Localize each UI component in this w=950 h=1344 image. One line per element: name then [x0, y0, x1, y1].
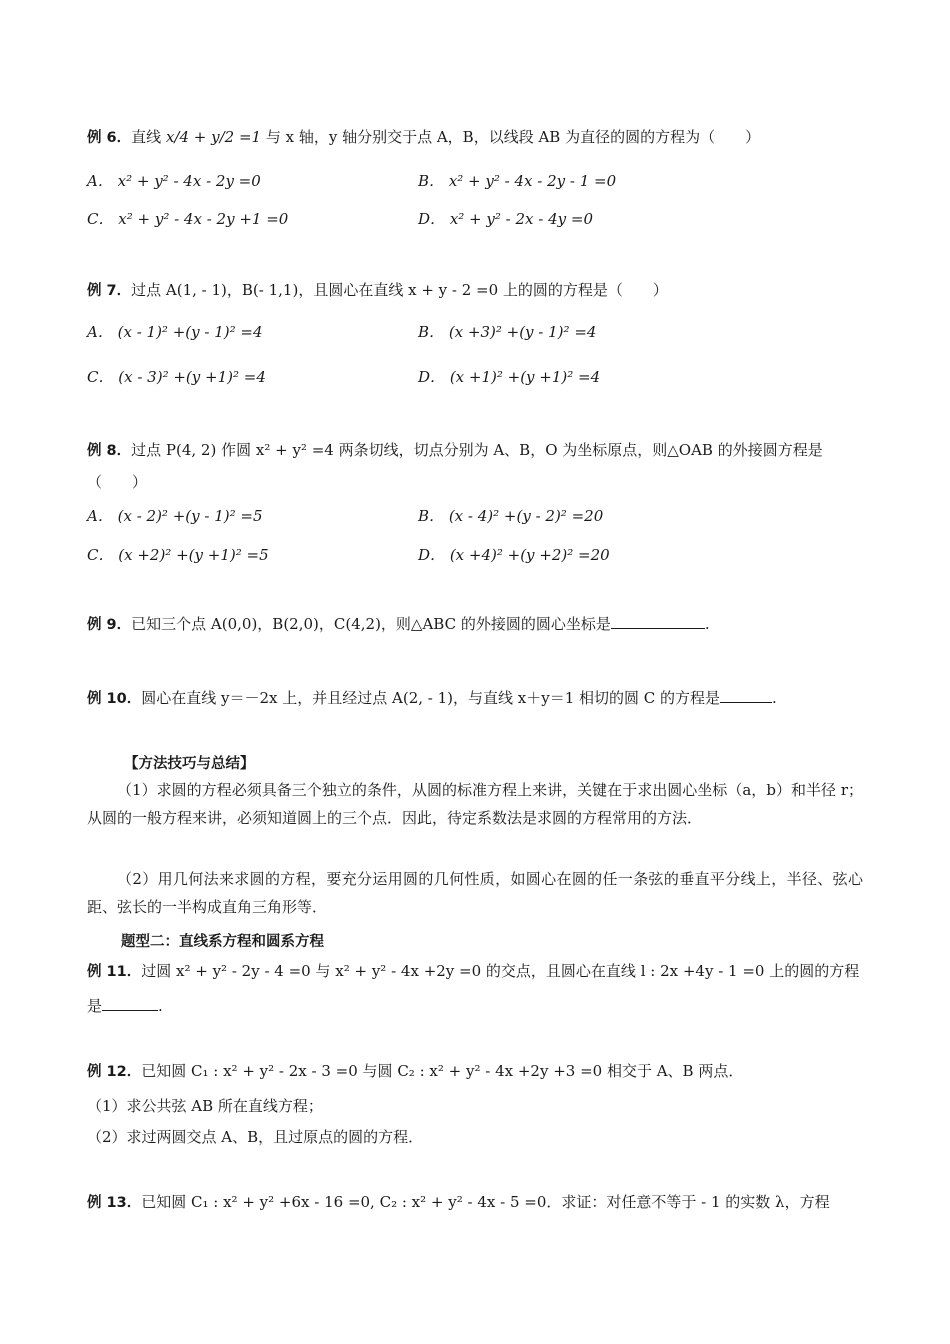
example-7-stem: 例 7．过点 A(1, - 1)，B(- 1,1)，且圆心在直线 x + y - 2 =0 上的圆的方程是（ ）: [87, 281, 668, 299]
example-6-label: 例 6．: [87, 130, 132, 146]
example-8-stem: 例 8．过点 P(4, 2) 作圆 x² + y² =4 两条切线，切点分别为 A、B，O 为坐标原点，则△OAB 的外接圆方程是: [87, 441, 823, 459]
example-12-question-2: （2）求过两圆交点 A、B，且过原点的圆的方程．: [87, 1128, 424, 1146]
example-9-label: 例 9．: [87, 617, 132, 633]
example-12-label: 例 12．: [87, 1064, 142, 1080]
example-8-label: 例 8．: [87, 443, 132, 459]
example-7-option-b: B． (x +3)² +(y - 1)² =4: [418, 323, 597, 341]
example-11-label: 例 11．: [87, 964, 142, 980]
summary-title: 【方法技巧与总结】: [124, 756, 255, 772]
example-6-stem-a: 直线: [131, 128, 162, 146]
example-8-option-a: A． (x - 2)² +(y - 1)² =5: [87, 507, 263, 525]
example-11-answer-blank[interactable]: [102, 996, 158, 1011]
example-8-option-d: D． (x +4)² +(y +2)² =20: [418, 546, 610, 564]
example-11-line-2: 是 .: [87, 997, 163, 1015]
example-8-option-b: B． (x - 4)² +(y - 2)² =20: [418, 507, 604, 525]
example-7-option-d: D． (x +1)² +(y +1)² =4: [418, 368, 601, 386]
example-12-stem: 例 12．已知圆 C₁ : x² + y² - 2x - 3 =0 与圆 C₂ : x² + y² - 4x +2y +3 =0 相交于 A、B 两点．: [87, 1062, 744, 1080]
example-6-stem: [87, 127, 760, 148]
example-8-paren: （ ）: [87, 473, 148, 491]
example-10-label: 例 10．: [87, 691, 142, 707]
example-7-option-c: C． (x - 3)² +(y +1)² =4: [87, 368, 266, 386]
example-7-option-a: A． (x - 1)² +(y - 1)² =4: [87, 323, 263, 341]
example-8-option-c: C． (x +2)² +(y +1)² =5: [87, 546, 269, 564]
example-10-answer-blank[interactable]: [720, 688, 772, 703]
example-6-option-d: D． x² + y² - 2x - 4y =0: [418, 210, 593, 228]
section-2-title: 题型二：直线系方程和圆系方程: [121, 934, 324, 950]
example-7-label: 例 7．: [87, 283, 132, 299]
example-6-option-b: B． x² + y² - 4x - 2y - 1 =0: [418, 172, 617, 190]
example-6-option-c: C． x² + y² - 4x - 2y +1 =0: [87, 210, 289, 228]
example-6-option-a: A． x² + y² - 4x - 2y =0: [87, 172, 261, 190]
example-12-question-1: （1）求公共弦 AB 所在直线方程；: [87, 1097, 323, 1115]
summary-paragraph-1: （1）求圆的方程必须具备三个独立的条件，从圆的标准方程上来讲，关键在于求出圆心坐标（a，b）和半径 r；从圆的一般方程来讲，必须知道圆上的三个点．因此，待定系数法是求圆的方程常用的方法．: [87, 781, 863, 827]
example-10-stem: 例 10．圆心在直线 y＝－2x 上，并且经过点 A(2, - 1)，与直线 x＋y＝1 相切的圆 C 的方程是 .: [87, 689, 777, 707]
example-6-equation: x/4 + y/2 =1: [165, 128, 262, 146]
example-9-answer-blank[interactable]: [611, 614, 705, 629]
example-13-label: 例 13．: [87, 1195, 142, 1211]
example-11-stem: 例 11．过圆 x² + y² - 2y - 4 =0 与 x² + y² - 4x +2y =0 的交点，且圆心在直线 l : 2x +4y - 1 =0 上的圆的方程: [87, 962, 860, 980]
example-9-stem: 例 9．已知三个点 A(0,0)，B(2,0)，C(4,2)，则△ABC 的外接圆的圆心坐标是 .: [87, 615, 710, 633]
summary-paragraph-2: （2）用几何法来求圆的方程，要充分运用圆的几何性质，如圆心在圆的任一条弦的垂直平分线上，半径、弦心距、弦长的一半构成直角三角形等．: [87, 870, 863, 916]
example-13-stem: 例 13．已知圆 C₁ : x² + y² +6x - 16 =0, C₂ : x² + y² - 4x - 5 =0．求证：对任意不等于 - 1 的实数 λ，方程: [87, 1193, 830, 1211]
example-6-stem-b: 与 x 轴，y 轴分别交于点 A，B，以线段 AB 为直径的圆的方程为（ ）: [265, 128, 761, 146]
